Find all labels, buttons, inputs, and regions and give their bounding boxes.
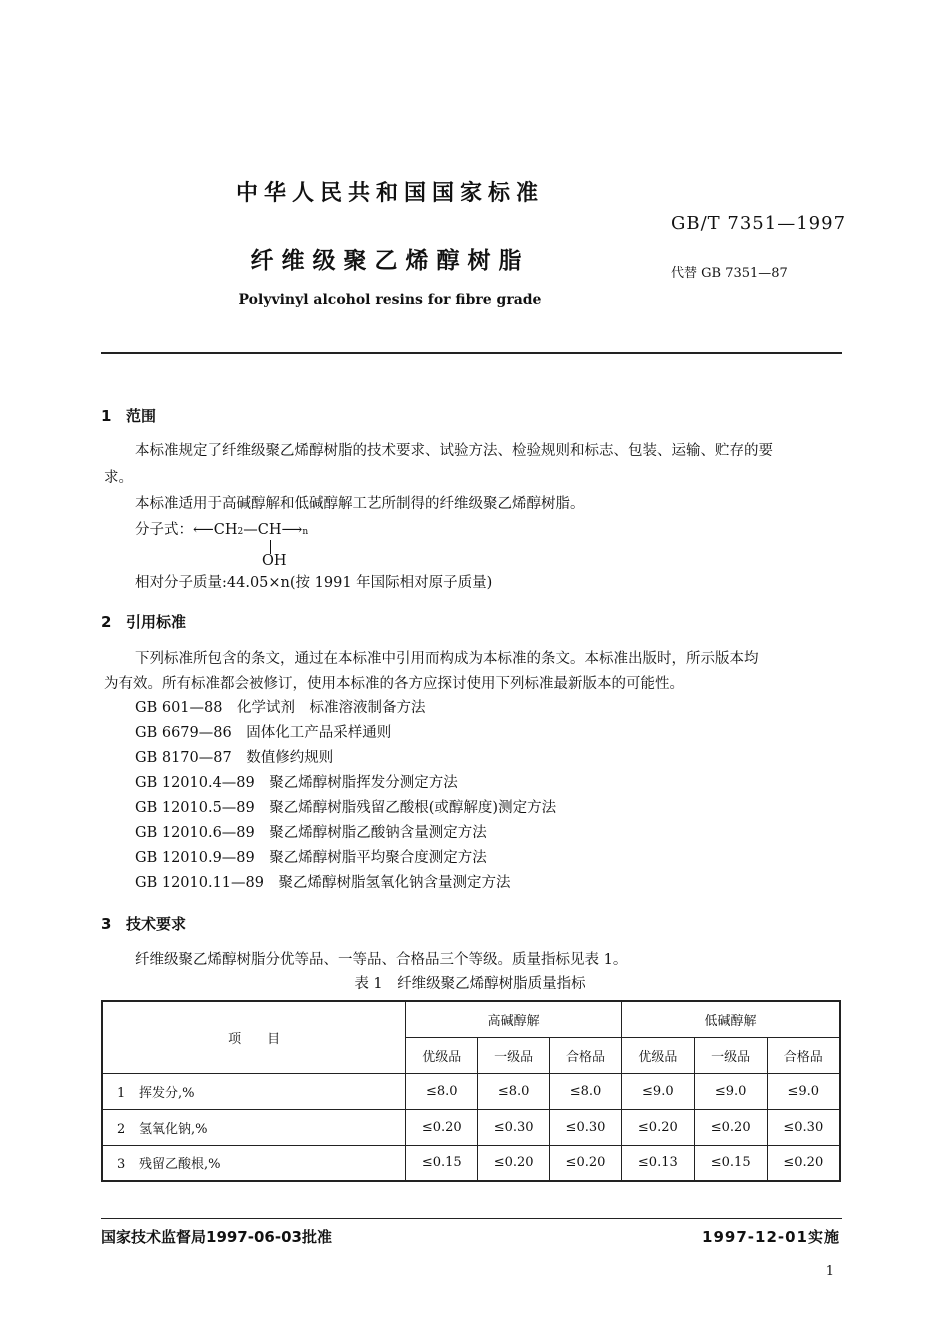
replaces-note: 代替 GB 7351—87: [671, 266, 788, 281]
reference-item: GB 8170—87 数值修约规则: [135, 750, 334, 766]
section-title: 引用标准: [126, 613, 187, 631]
references-intro-line1: 下列标准所包含的条文，通过在本标准中引用而构成为本标准的条文。本标准出版时，所示版本均: [135, 651, 759, 667]
section-3-heading: [101, 913, 186, 934]
table-grade-header: 优级品: [406, 1037, 478, 1073]
document-title-cn: 纤维级聚乙烯醇树脂: [250, 248, 530, 274]
table-row: [102, 1145, 840, 1181]
reference-item: GB 12010.4—89 聚乙烯醇树脂挥发分测定方法: [135, 775, 458, 791]
section-number: 3: [101, 915, 112, 933]
formula-ch2: CH: [213, 522, 238, 538]
reference-item: GB 601—88 化学试剂 标准溶液制备方法: [135, 700, 426, 716]
molecular-formula: [135, 521, 308, 541]
page-number: 1: [825, 1264, 834, 1279]
scope-paragraph-line1: 本标准规定了纤维级聚乙烯醇树脂的技术要求、试验方法、检验规则和标志、包装、运输、贮存的要: [135, 443, 773, 459]
section-1-heading: [101, 405, 156, 426]
header-divider: [101, 352, 842, 354]
section-2-heading: [101, 611, 186, 632]
reference-item: GB 12010.11—89 聚乙烯醇树脂氢氧化钠含量测定方法: [135, 875, 511, 891]
table-cell: ≤8.0: [406, 1073, 478, 1109]
requirements-paragraph: 纤维级聚乙烯醇树脂分优等品、一等品、合格品三个等级。质量指标见表 1。: [135, 952, 628, 968]
row-name: 挥发分,%: [139, 1085, 195, 1101]
table-cell: ≤0.15: [406, 1145, 478, 1181]
row-number: 1: [117, 1085, 126, 1101]
applicability-paragraph: 本标准适用于高碱醇解和低碱醇解工艺所制得的纤维级聚乙烯醇树脂。: [135, 496, 585, 512]
table-grade-header: 一级品: [694, 1037, 767, 1073]
approval-date: 国家技术监督局1997-06-03批准: [101, 1228, 332, 1246]
table-cell: ≤0.20: [478, 1145, 550, 1181]
scope-paragraph-line2: 求。: [104, 470, 133, 486]
table-cell: ≤9.0: [621, 1073, 694, 1109]
footer-divider: [101, 1218, 842, 1219]
table-cell: ≤9.0: [694, 1073, 767, 1109]
reference-item: GB 12010.5—89 聚乙烯醇树脂残留乙酸根(或醇解度)测定方法: [135, 800, 557, 816]
table-header-item: 项 目: [102, 1001, 406, 1073]
standard-number: GB/T 7351—1997: [671, 213, 847, 234]
section-title: 技术要求: [126, 915, 187, 933]
formula-bond: —: [243, 522, 258, 538]
reference-item: GB 12010.6—89 聚乙烯醇树脂乙酸钠含量测定方法: [135, 825, 487, 841]
table-grade-header: 合格品: [767, 1037, 840, 1073]
table-cell: ≤0.30: [478, 1109, 550, 1145]
table-row-item: [102, 1109, 406, 1145]
row-number: 2: [117, 1121, 126, 1137]
table-cell: ≤0.20: [621, 1109, 694, 1145]
table-caption: 表 1 纤维级聚乙烯醇树脂质量指标: [354, 976, 586, 992]
formula-hydroxyl: OH: [262, 553, 287, 569]
table-cell: ≤0.15: [694, 1145, 767, 1181]
row-name: 残留乙酸根,%: [139, 1157, 221, 1173]
table-row-item: [102, 1145, 406, 1181]
table-cell: ≤8.0: [478, 1073, 550, 1109]
table-row: [102, 1109, 840, 1145]
table-group-low-alkali: 低碱醇解: [621, 1001, 840, 1037]
formula-n: n: [302, 527, 309, 537]
reference-item: GB 6679—86 固体化工产品采样通则: [135, 725, 392, 741]
table-cell: ≤0.13: [621, 1145, 694, 1181]
formula-close-bracket: ⟶: [281, 522, 303, 538]
table-cell: ≤0.20: [767, 1145, 840, 1181]
table-cell: ≤0.20: [406, 1109, 478, 1145]
table-row: [102, 1073, 840, 1109]
table-cell: ≤8.0: [550, 1073, 622, 1109]
table-cell: ≤0.30: [550, 1109, 622, 1145]
section-title: 范围: [126, 407, 157, 425]
row-name: 氢氧化钠,%: [139, 1121, 208, 1137]
table-grade-header: 一级品: [478, 1037, 550, 1073]
table-cell: ≤0.30: [767, 1109, 840, 1145]
table-group-high-alkali: 高碱醇解: [406, 1001, 622, 1037]
molecular-mass: 相对分子质量:44.05×n(按 1991 年国际相对原子质量): [135, 575, 493, 591]
section-number: 2: [101, 613, 112, 631]
formula-label: 分子式：: [135, 522, 193, 538]
effective-date: 1997-12-01实施: [702, 1228, 840, 1246]
reference-item: GB 12010.9—89 聚乙烯醇树脂平均聚合度测定方法: [135, 850, 487, 866]
document-title-en: Polyvinyl alcohol resins for fibre grade: [238, 292, 542, 308]
formula-subscript: 2: [237, 527, 244, 537]
table-grid: [101, 1000, 841, 1182]
quality-index-table: [101, 1000, 841, 1181]
table-grade-header: 合格品: [550, 1037, 622, 1073]
national-standard-title: 中华人民共和国国家标准: [235, 181, 544, 206]
table-cell: ≤0.20: [550, 1145, 622, 1181]
table-cell: ≤9.0: [767, 1073, 840, 1109]
table-grade-header: 优级品: [621, 1037, 694, 1073]
references-intro-line2: 为有效。所有标准都会被修订，使用本标准的各方应探讨使用下列标准最新版本的可能性。: [104, 676, 684, 692]
table-cell: ≤0.20: [694, 1109, 767, 1145]
formula-ch: CH: [257, 522, 282, 538]
row-number: 3: [117, 1157, 126, 1173]
table-row-item: [102, 1073, 406, 1109]
section-number: 1: [101, 407, 112, 425]
formula-open-bracket: ⟵: [193, 522, 214, 538]
